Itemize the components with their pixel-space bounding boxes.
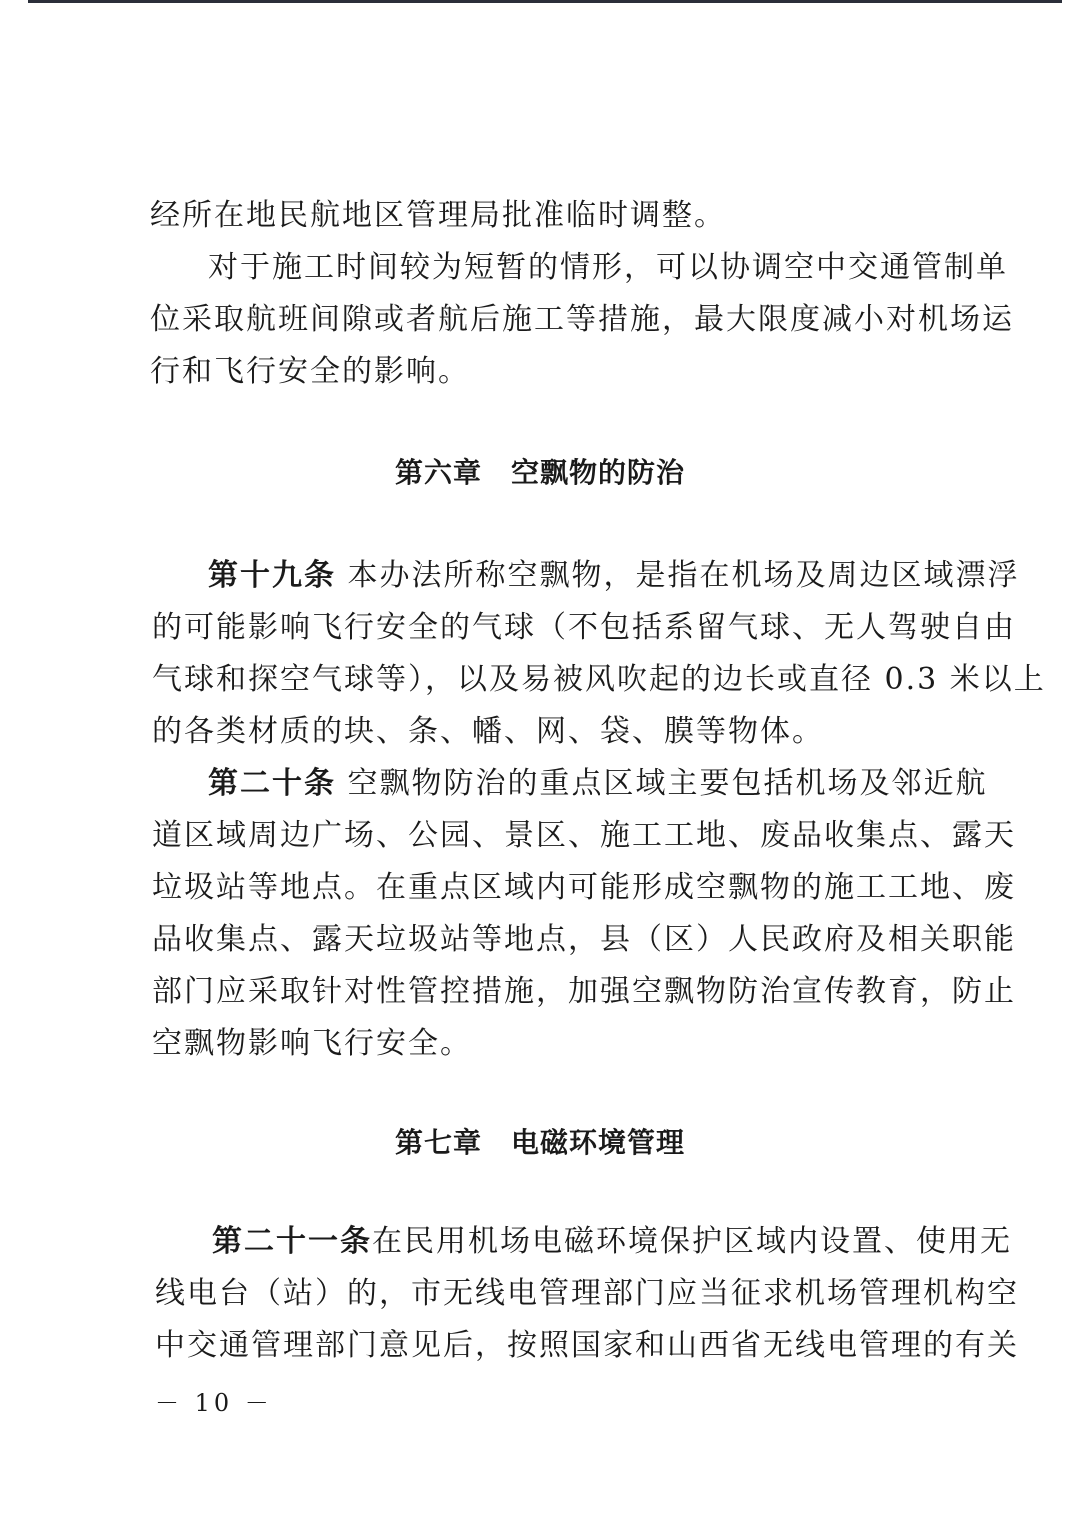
paragraph-text: 空飘物防治的重点区域主要包括机场及邻近航 — [347, 766, 988, 801]
article-twenty-one-first-line — [212, 1222, 1012, 1262]
paragraph-line: 空飘物影响飞行安全。 — [152, 1026, 472, 1061]
article-nineteen-first-line — [208, 556, 1020, 596]
paragraph-line: 中交通管理部门意见后，按照国家和山西省无线电管理的有关 — [155, 1328, 1019, 1363]
article-nineteen-label: 第十九条 — [208, 558, 336, 593]
paragraph-text: 本办法所称空飘物，是指在机场及周边区域漂浮 — [347, 558, 1020, 593]
paragraph-line: 的可能影响飞行安全的气球（不包括系留气球、无人驾驶自由 — [152, 610, 1016, 645]
article-twenty-first-line — [208, 764, 988, 804]
paragraph-line: 部门应采取针对性管控措施，加强空飘物防治宣传教育，防止 — [152, 974, 1016, 1009]
chapter-six-title: 第六章 空飘物的防治 — [394, 456, 685, 489]
chapter-seven-title: 第七章 电磁环境管理 — [394, 1126, 685, 1159]
paragraph-line: 垃圾站等地点。在重点区域内可能形成空飘物的施工工地、废 — [152, 870, 1016, 905]
paragraph-line: 对于施工时间较为短暂的情形，可以协调空中交通管制单 — [208, 250, 1008, 285]
article-twenty-label: 第二十条 — [208, 766, 336, 801]
top-border-rule — [28, 0, 1062, 3]
paragraph-line: 品收集点、露天垃圾站等地点，县（区）人民政府及相关职能 — [152, 922, 1016, 957]
paragraph-line: 线电台（站）的，市无线电管理部门应当征求机场管理机构空 — [155, 1276, 1019, 1311]
paragraph-line: 道区域周边广场、公园、景区、施工工地、废品收集点、露天 — [152, 818, 1016, 853]
article-twenty-one-label: 第二十一条 — [212, 1224, 372, 1259]
paragraph-text: 在民用机场电磁环境保护区域内设置、使用无 — [372, 1224, 1012, 1259]
paragraph-line: 气球和探空气球等），以及易被风吹起的边长或直径 0.3 米以上 — [152, 662, 1046, 697]
paragraph-line: 行和飞行安全的影响。 — [150, 354, 470, 389]
paragraph-line: 位采取航班间隙或者航后施工等措施，最大限度减小对机场运 — [150, 302, 1014, 337]
paragraph-line: 经所在地民航地区管理局批准临时调整。 — [150, 198, 726, 233]
paragraph-line: 的各类材质的块、条、幡、网、袋、膜等物体。 — [152, 714, 824, 749]
page-number: － 10 － — [155, 1389, 273, 1417]
